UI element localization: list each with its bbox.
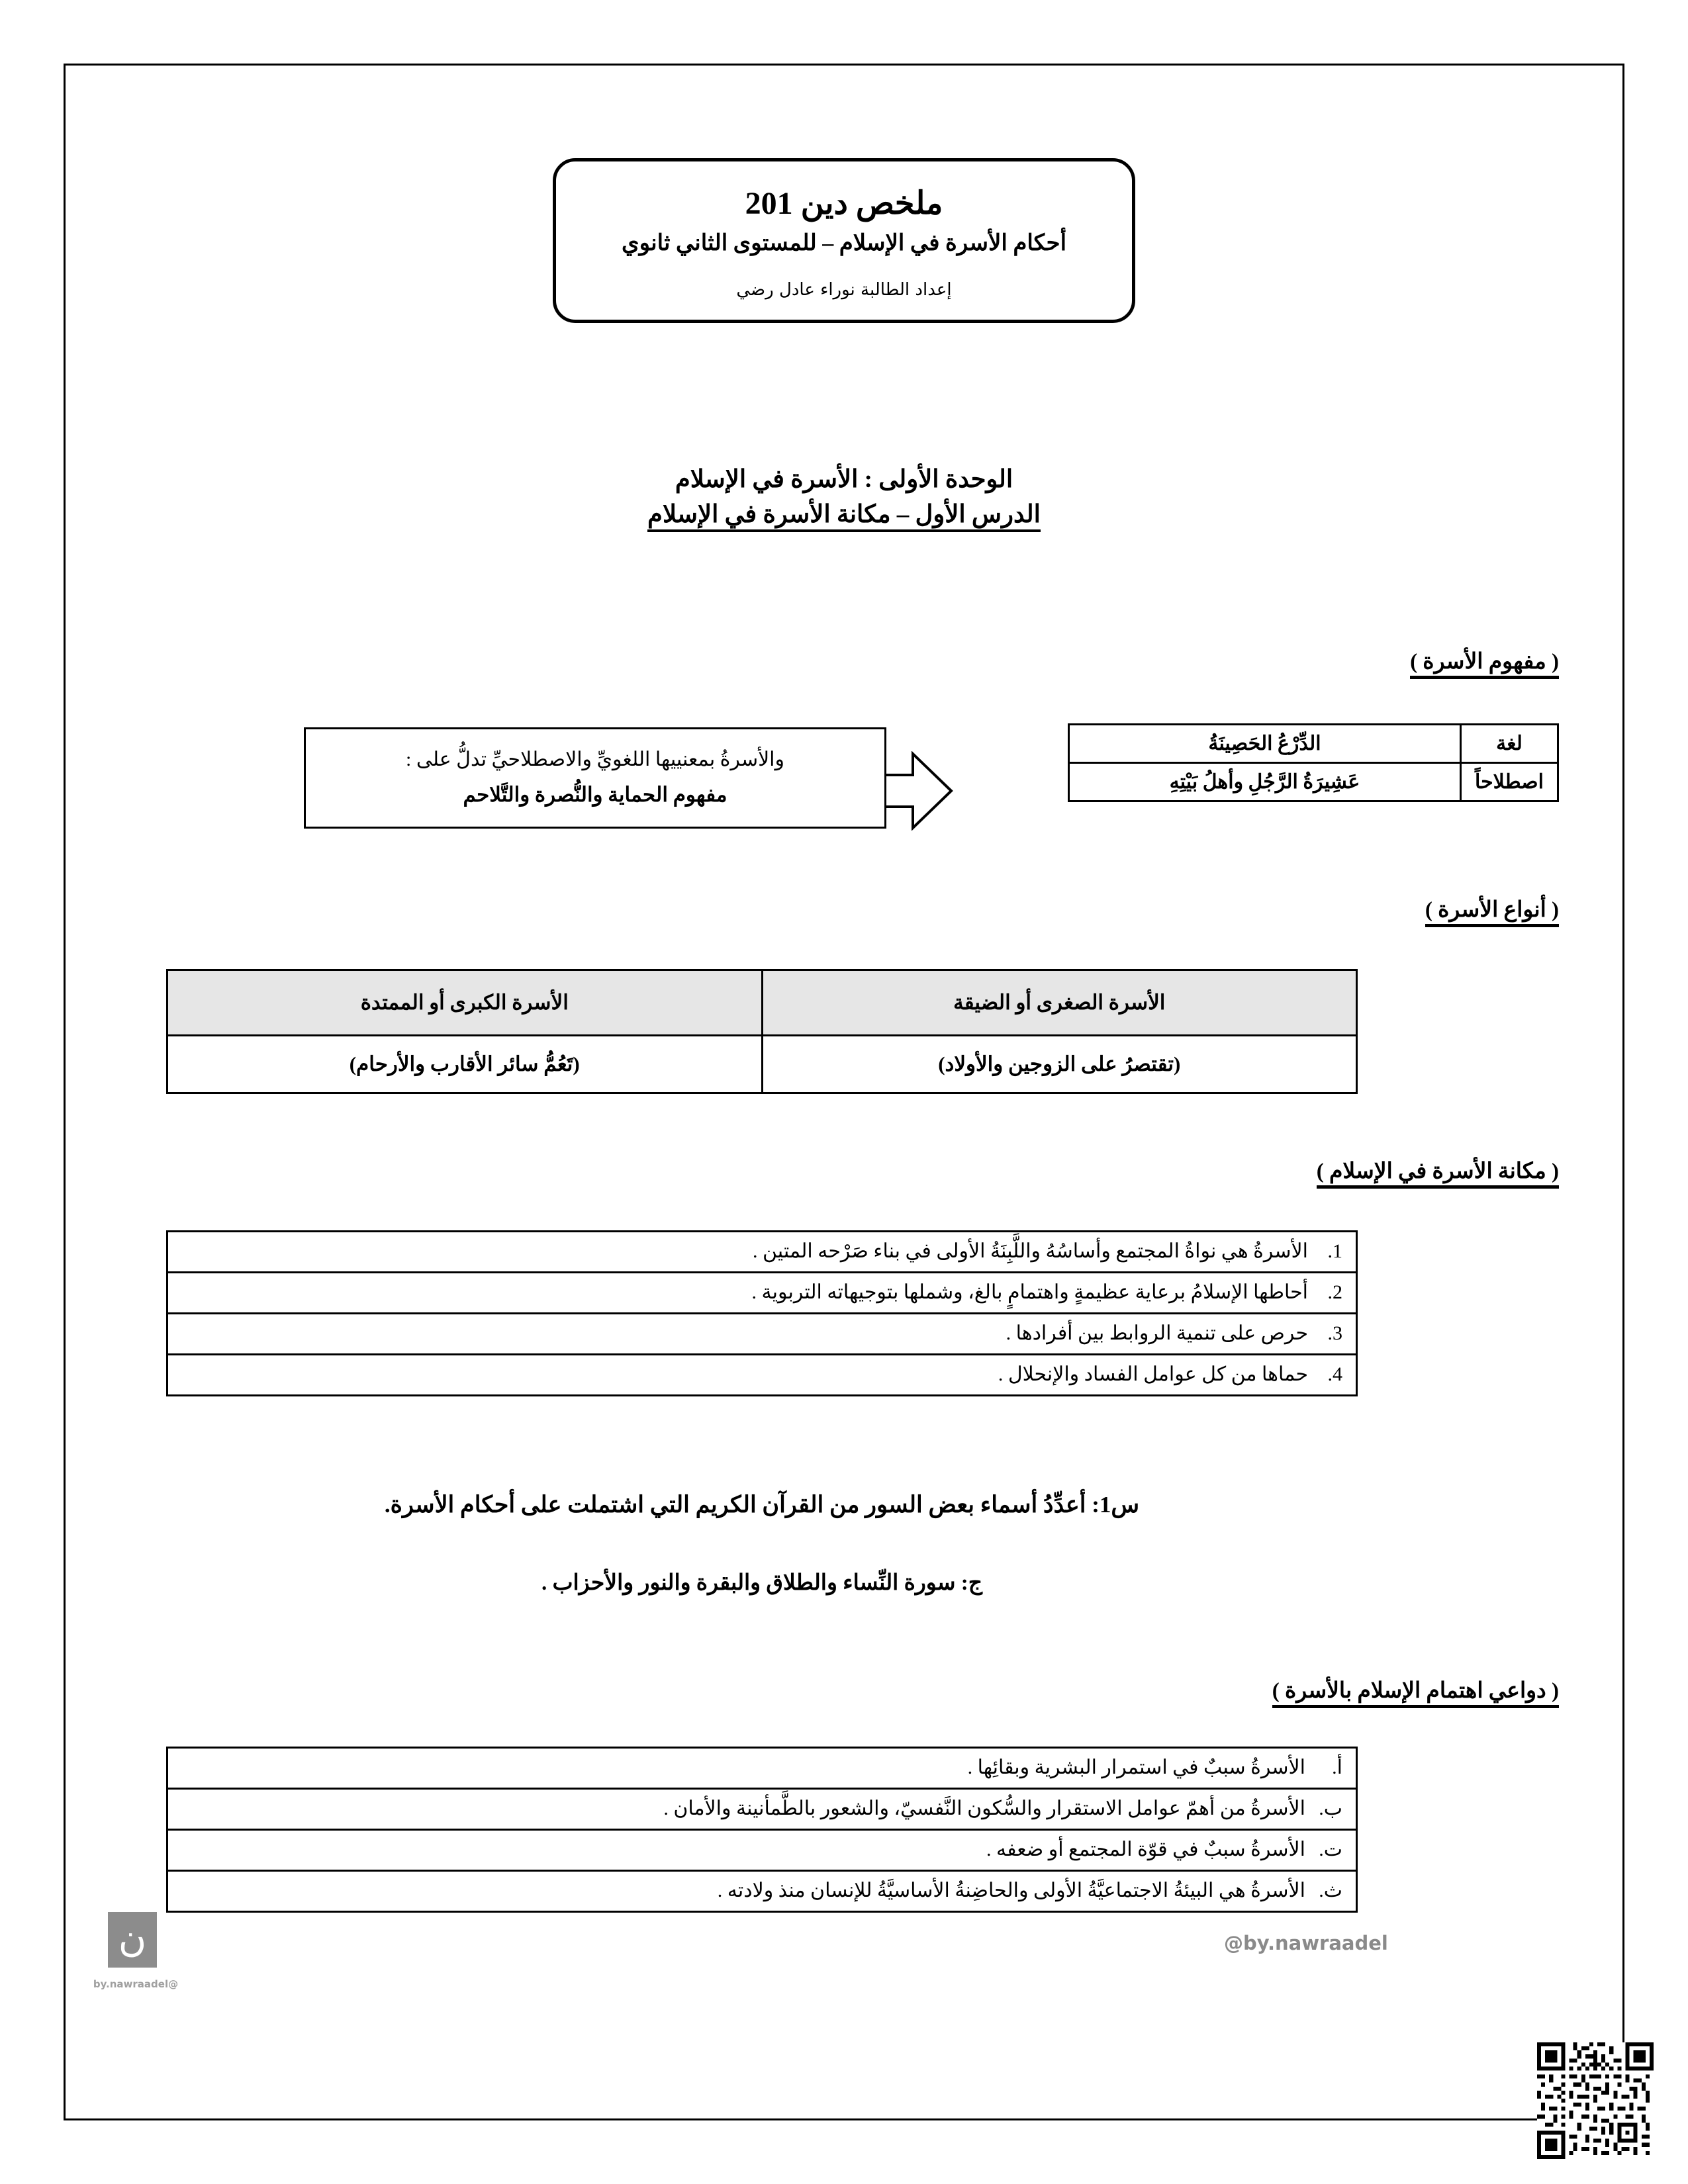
document-header-box — [553, 158, 1135, 323]
reasons-list-table — [166, 1747, 1358, 1913]
lesson-line — [66, 498, 1622, 533]
reason-item-1 — [167, 1748, 1357, 1789]
page-frame — [64, 64, 1624, 2120]
list-item — [167, 1355, 1357, 1396]
list-item — [167, 1871, 1357, 1912]
types-value-small: (تقتصرُ على الزوجين والأولاد) — [762, 1036, 1357, 1093]
list-item — [167, 1314, 1357, 1355]
list-item — [167, 1789, 1357, 1830]
list-item — [167, 1748, 1357, 1789]
question-1: س1: أعدِّدُ أسماء بعض السور من القرآن الكريم التي اشتملت على أحكام الأسرة. — [384, 1492, 1140, 1518]
status-item-1-text: الأسرةُ هي نواةُ المجتمع وأساسُهُ واللَّبِنَةُ الأولى في بناء صَرْحه المتين . — [752, 1240, 1308, 1262]
reason-item-3-marker: ت. — [1319, 1839, 1342, 1860]
qr-code — [1537, 2042, 1654, 2159]
concept-value-istilah: عَشِيرَةُ الرَّجُلِ وأهلُ بَيْتِهِ — [1069, 763, 1461, 801]
list-item — [167, 1830, 1357, 1871]
right-arrow-icon — [880, 751, 954, 831]
heading-reasons-text: ( دواعي اهتمام الإسلام بالأسرة ) — [1272, 1679, 1559, 1708]
status-item-4 — [167, 1355, 1357, 1396]
status-item-1 — [167, 1232, 1357, 1273]
table-row — [1069, 763, 1558, 801]
status-item-2-text: أحاطها الإسلامُ برعاية عظيمةٍ واهتمامٍ بالغ، وشملها بتوجيهاته التربوية . — [751, 1281, 1308, 1303]
table-header-row — [167, 970, 1357, 1036]
reason-item-3 — [167, 1830, 1357, 1871]
document-author: إعداد الطالبة نوراء عادل رضي — [736, 280, 952, 300]
callout-line-2: مفهوم الحماية والنُّصرة والتَّلاحم — [463, 782, 727, 806]
list-item — [167, 1273, 1357, 1314]
status-item-2 — [167, 1273, 1357, 1314]
concept-callout-box — [304, 727, 886, 829]
reason-item-4-marker: ث. — [1319, 1880, 1342, 1901]
status-item-1-number: 1. — [1327, 1240, 1342, 1262]
brand-logo-glyph: ن — [118, 1915, 147, 1960]
status-list-table — [166, 1230, 1358, 1396]
heading-concept — [1410, 648, 1559, 674]
page-content — [66, 66, 1622, 2118]
document-title: ملخص دين 201 — [745, 186, 943, 221]
brand-logo — [108, 1912, 157, 1968]
brand-handle-left: @by.nawraadel — [93, 1978, 179, 1990]
heading-status-text: ( مكانة الأسرة في الإسلام ) — [1317, 1160, 1559, 1189]
status-item-3-number: 3. — [1327, 1322, 1342, 1344]
table-row — [167, 1036, 1357, 1093]
concept-label-istilah: اصطلاحاً — [1461, 763, 1558, 801]
unit-line: الوحدة الأولى : الأسرة في الإسلام — [675, 466, 1013, 493]
reason-item-4-text: الأسرةُ هي البيئةُ الاجتماعيَّةُ الأولى والحاضِنةُ الأساسيَّةُ للإنسان منذ ولادته . — [717, 1880, 1305, 1901]
document-subtitle: أحكام الأسرة في الإسلام – للمستوى الثاني ثانوي — [621, 230, 1067, 255]
brand-handle-right: @by.nawraadel — [1224, 1932, 1388, 1954]
status-item-4-text: حماها من كل عوامل الفساد والإنحلال . — [998, 1363, 1308, 1385]
heading-concept-text: ( مفهوم الأسرة ) — [1410, 650, 1559, 679]
heading-reasons — [1272, 1677, 1559, 1704]
heading-status — [1317, 1158, 1559, 1184]
reason-item-2-text: الأسرةُ من أهمّ عوامل الاستقرار والسُّكون النَّفسيّ، والشعور بالطَّمأنينة والأمان . — [663, 1797, 1305, 1819]
reason-item-4 — [167, 1871, 1357, 1912]
answer-1: ج: سورة النِّساء والطلاق والبقرة والنور والأحزاب . — [541, 1571, 983, 1595]
callout-line-1: والأسرةُ بمعنييها اللغويِّ والاصطلاحيِّ تدلُّ على : — [405, 749, 785, 770]
status-item-4-number: 4. — [1327, 1363, 1342, 1385]
lesson-line-text: الدرس الأول – مكانة الأسرة في الإسلام — [647, 501, 1041, 532]
heading-types — [1425, 896, 1559, 923]
reason-item-1-marker: أ. — [1332, 1756, 1342, 1778]
concept-table — [1068, 723, 1559, 802]
reason-item-3-text: الأسرةُ سببٌ في قوّة المجتمع أو ضعفه . — [986, 1839, 1305, 1860]
table-row — [1069, 725, 1558, 763]
types-table — [166, 969, 1358, 1094]
heading-types-text: ( أنواع الأسرة ) — [1425, 898, 1559, 927]
unit-lesson-block — [66, 463, 1622, 532]
status-item-3 — [167, 1314, 1357, 1355]
status-item-3-text: حرص على تنمية الروابط بين أفرادها . — [1006, 1322, 1308, 1344]
status-item-2-number: 2. — [1327, 1281, 1342, 1303]
types-header-small: الأسرة الصغرى أو الضيقة — [762, 970, 1357, 1036]
reason-item-2 — [167, 1789, 1357, 1830]
types-value-extended: (تَعُمُّ سائر الأقارب والأرحام) — [167, 1036, 763, 1093]
types-header-extended: الأسرة الكبرى أو الممتدة — [167, 970, 763, 1036]
list-item — [167, 1232, 1357, 1273]
reason-item-2-marker: ب. — [1319, 1797, 1342, 1819]
concept-value-lughah: الدِّرْعُ الحَصِينَةُ — [1069, 725, 1461, 763]
concept-label-lughah: لغة — [1461, 725, 1558, 763]
reason-item-1-text: الأسرةُ سببٌ في استمرار البشرية وبقائِها . — [967, 1756, 1305, 1778]
